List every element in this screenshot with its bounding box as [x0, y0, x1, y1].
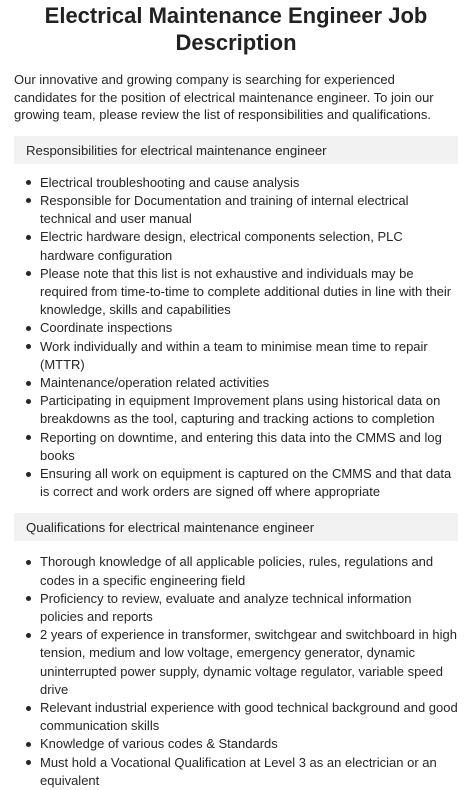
- list-item: Relevant industrial experience with good technical background and good communication skills: [14, 699, 458, 735]
- list-item: Must hold a Vocational Qualification at Level 3 as an electrician or an equivalent: [14, 754, 458, 790]
- list-item: Work individually and within a team to minimise mean time to repair (MTTR): [14, 338, 458, 374]
- list-item: Coordinate inspections: [14, 319, 458, 337]
- list-item: Reporting on downtime, and entering this data into the CMMS and log books: [14, 429, 458, 465]
- list-item: Participating in equipment Improvement plans using historical data on breakdowns as the tool, capturing and tracking actions to completion: [14, 392, 458, 428]
- list-item: 2 years of experience in transformer, switchgear and switchboard in high tension, medium and low voltage, emergency generator, dynamic uninterrupted power supply, dynamic voltage regulator, variable speed drive: [14, 626, 458, 699]
- intro-paragraph: Our innovative and growing company is searching for experienced candidates for the position of electrical maintenance engineer. To join our growing team, please review the list of responsibilities and qualifications.: [14, 72, 434, 123]
- qualifications-list: [14, 553, 458, 790]
- list-item: Knowledge of various codes & Standards: [14, 735, 458, 753]
- list-item: Electrical troubleshooting and cause analysis: [14, 174, 458, 192]
- responsibilities-list: [14, 174, 458, 502]
- responsibilities-heading: Responsibilities for electrical maintenance engineer: [14, 136, 458, 164]
- list-item: Please note that this list is not exhaustive and individuals may be required from time-to-time to complete additional duties in line with their knowledge, skills and capabilities: [14, 265, 458, 320]
- page-title: Electrical Maintenance Engineer Job Description: [44, 3, 428, 55]
- list-item: Electric hardware design, electrical components selection, PLC hardware configuration: [14, 228, 458, 264]
- list-item: Proficiency to review, evaluate and analyze technical information policies and reports: [14, 590, 458, 626]
- list-item: Maintenance/operation related activities: [14, 374, 458, 392]
- list-item: Ensuring all work on equipment is captured on the CMMS and that data is correct and work orders are signed off where appropriate: [14, 465, 458, 501]
- list-item: Thorough knowledge of all applicable policies, rules, regulations and codes in a specific engineering field: [14, 553, 458, 589]
- qualifications-heading: Qualifications for electrical maintenance engineer: [14, 513, 458, 541]
- list-item: Responsible for Documentation and training of internal electrical technical and user manual: [14, 192, 458, 228]
